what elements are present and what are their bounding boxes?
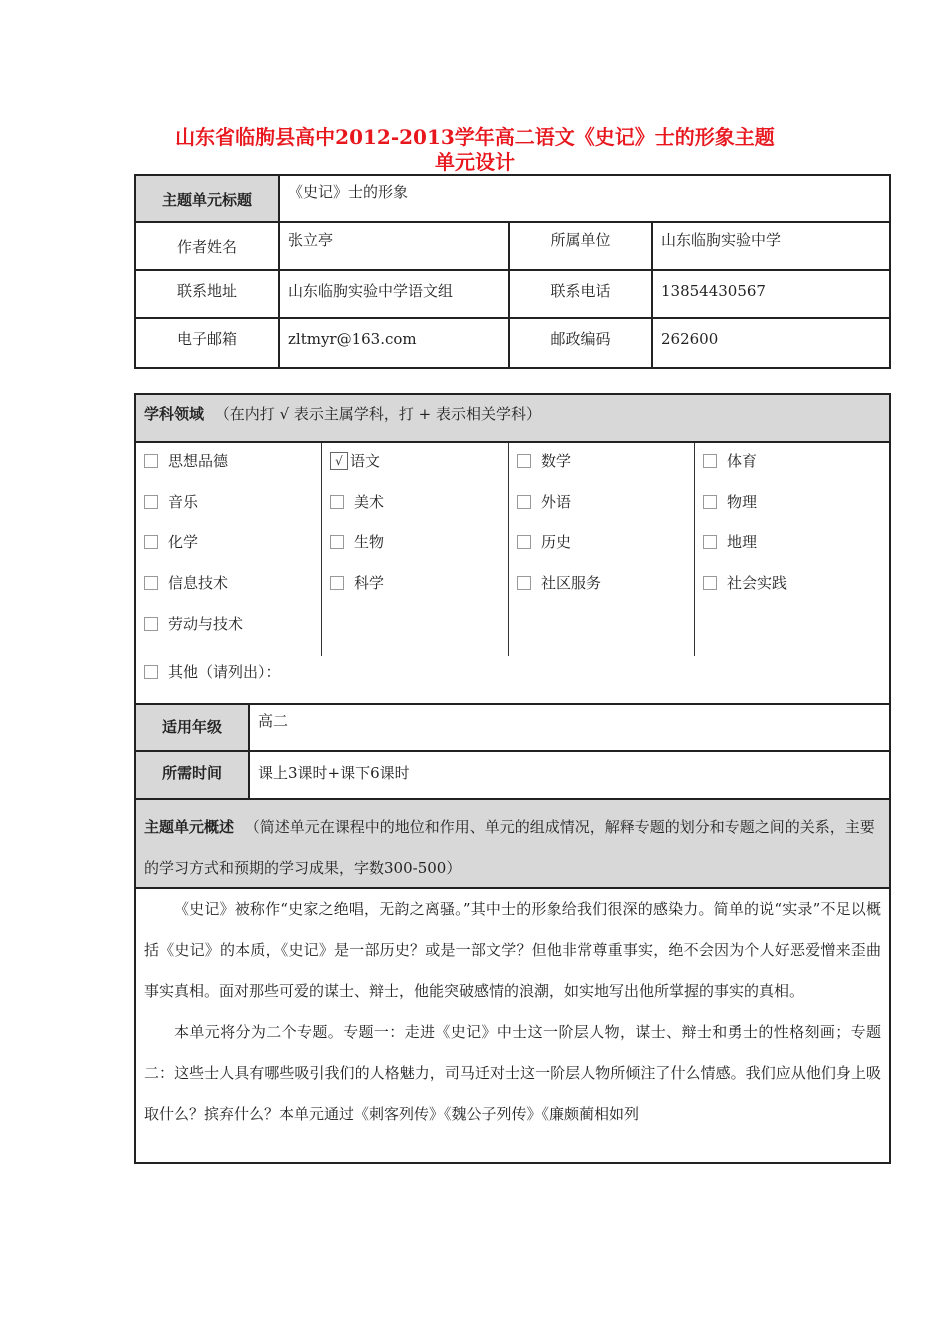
grade-label: 适用年级 [136, 705, 248, 750]
subject-checkbox-other[interactable] [144, 661, 281, 683]
subject-checkbox-item[interactable] [144, 450, 228, 472]
checkbox-label: 物理 [727, 493, 758, 511]
checkbox-label: 体育 [727, 452, 758, 470]
checkbox-label: 其他（请列出）： [168, 663, 281, 681]
overview-paragraph-2: 本单元将分为二个专题。专题一：走进《史记》中士这一阶层人物，谋士、辩士和勇士的性格刻画；专题二：这些士人具有哪些吸引我们的人格魅力，司马迁对士这一阶层人物所倾注了什么情感。我们应从他们身上吸取什么？摈弃什么？本单元通过《刺客列传》《魏公子列传》《廉颇蔺相如列 [144, 1023, 881, 1123]
info-table [134, 174, 891, 369]
subject-checkbox-item[interactable] [144, 572, 228, 594]
zip-label: 邮政编码 [510, 319, 651, 367]
checkbox-label: 地理 [727, 533, 758, 551]
checkbox-label: 劳动与技术 [168, 615, 244, 633]
overview-header [136, 800, 889, 887]
subject-checkbox-item[interactable] [517, 491, 571, 513]
subject-label: 学科领域 [144, 405, 205, 423]
checkbox[interactable] [517, 495, 531, 509]
checkbox-label: 历史 [541, 533, 572, 551]
checkbox[interactable] [517, 535, 531, 549]
checkbox[interactable] [517, 576, 531, 590]
subject-checkbox-item[interactable] [703, 491, 757, 513]
checkbox[interactable] [330, 535, 344, 549]
unit-title-value: 《史记》士的形象 [280, 176, 889, 221]
checkbox[interactable] [144, 576, 158, 590]
subject-checkbox-item[interactable] [517, 450, 571, 472]
subject-checkbox-item[interactable] [330, 572, 384, 594]
time-value: 课上3课时+课下6课时 [250, 752, 889, 798]
checkbox[interactable] [144, 665, 158, 679]
checkbox-label: 信息技术 [168, 574, 229, 592]
subject-checkbox-item[interactable] [703, 531, 757, 553]
overview-paragraph-1: 《史记》被称作“史家之绝唱，无韵之离骚。”其中士的形象给我们很深的感染力。简单的说“实录”不足以概括《史记》的本质，《史记》是一部历史？或是一部文学？但他非常尊重事实，绝不会因为个人好恶爱憎来歪曲事实真相。面对那些可爱的谋士、辩士，他能突破感情的浪潮，如实地写出他所掌握的事实的真相。 [144, 900, 881, 1000]
checkbox[interactable] [330, 576, 344, 590]
subject-checkbox-item[interactable] [517, 531, 571, 553]
address-label: 联系地址 [136, 271, 278, 317]
checkbox[interactable] [144, 495, 158, 509]
checkbox[interactable] [703, 535, 717, 549]
overview-note: （简述单元在课程中的地位和作用、单元的组成情况，解释专题的划分和专题之间的关系，主要的学习方式和预期的学习成果，字数300-500） [144, 818, 875, 877]
checkbox-label: 语文 [350, 452, 381, 470]
overview-body [136, 889, 889, 1162]
checkbox-label: 美术 [354, 493, 385, 511]
email-label: 电子邮箱 [136, 319, 278, 367]
checkbox-label: 数学 [541, 452, 572, 470]
overview-label: 主题单元概述 [144, 818, 235, 836]
checkbox[interactable] [144, 454, 158, 468]
phone-label: 联系电话 [510, 271, 651, 317]
subject-checkbox-item[interactable] [144, 531, 198, 553]
checkbox[interactable] [144, 535, 158, 549]
document-title-line2: 单元设计 [435, 150, 515, 174]
org-value: 山东临朐实验中学 [653, 223, 889, 269]
time-label: 所需时间 [136, 752, 248, 798]
author-value: 张立亭 [280, 223, 508, 269]
checkbox[interactable] [703, 454, 717, 468]
subject-checkbox-item[interactable] [703, 450, 757, 472]
subject-checkbox-item[interactable] [330, 491, 384, 513]
subject-checkbox-item[interactable] [330, 531, 384, 553]
subject-checkboxes [134, 393, 891, 703]
grade-value: 高二 [250, 705, 889, 750]
subject-note: （在内打 √ 表示主属学科，打 + 表示相关学科） [214, 405, 541, 423]
checkbox-label: 外语 [541, 493, 572, 511]
checkbox[interactable] [517, 454, 531, 468]
subject-checkbox-item[interactable] [144, 613, 243, 635]
subject-table [134, 393, 891, 1164]
address-value: 山东临朐实验中学语文组 [280, 271, 508, 317]
checkbox[interactable] [330, 495, 344, 509]
checkbox-label: 社会实践 [727, 574, 788, 592]
checkbox-label: 化学 [168, 533, 199, 551]
org-label: 所属单位 [510, 223, 651, 269]
subject-checkbox-item[interactable] [703, 572, 787, 594]
subject-checkbox-item[interactable] [517, 572, 601, 594]
checkbox[interactable] [144, 617, 158, 631]
checkbox[interactable] [703, 495, 717, 509]
email-value: zltmyr@163.com [280, 319, 508, 367]
author-label: 作者姓名 [136, 223, 278, 269]
checkbox-label: 音乐 [168, 493, 199, 511]
subject-checkbox-item[interactable] [144, 491, 198, 513]
checkbox-label: 生物 [354, 533, 385, 551]
checkbox-label: 科学 [354, 574, 385, 592]
checkbox[interactable]: √ [330, 452, 348, 470]
checkbox-label: 社区服务 [541, 574, 602, 592]
subject-checkbox-item[interactable] [330, 450, 380, 472]
document-title-line1: 山东省临朐县高中2012-2013学年高二语文《史记》士的形象主题 [175, 125, 775, 149]
phone-value: 13854430567 [653, 271, 889, 317]
unit-title-label: 主题单元标题 [136, 176, 278, 221]
checkbox-label: 思想品德 [168, 452, 229, 470]
checkbox[interactable] [703, 576, 717, 590]
zip-value: 262600 [653, 319, 889, 367]
